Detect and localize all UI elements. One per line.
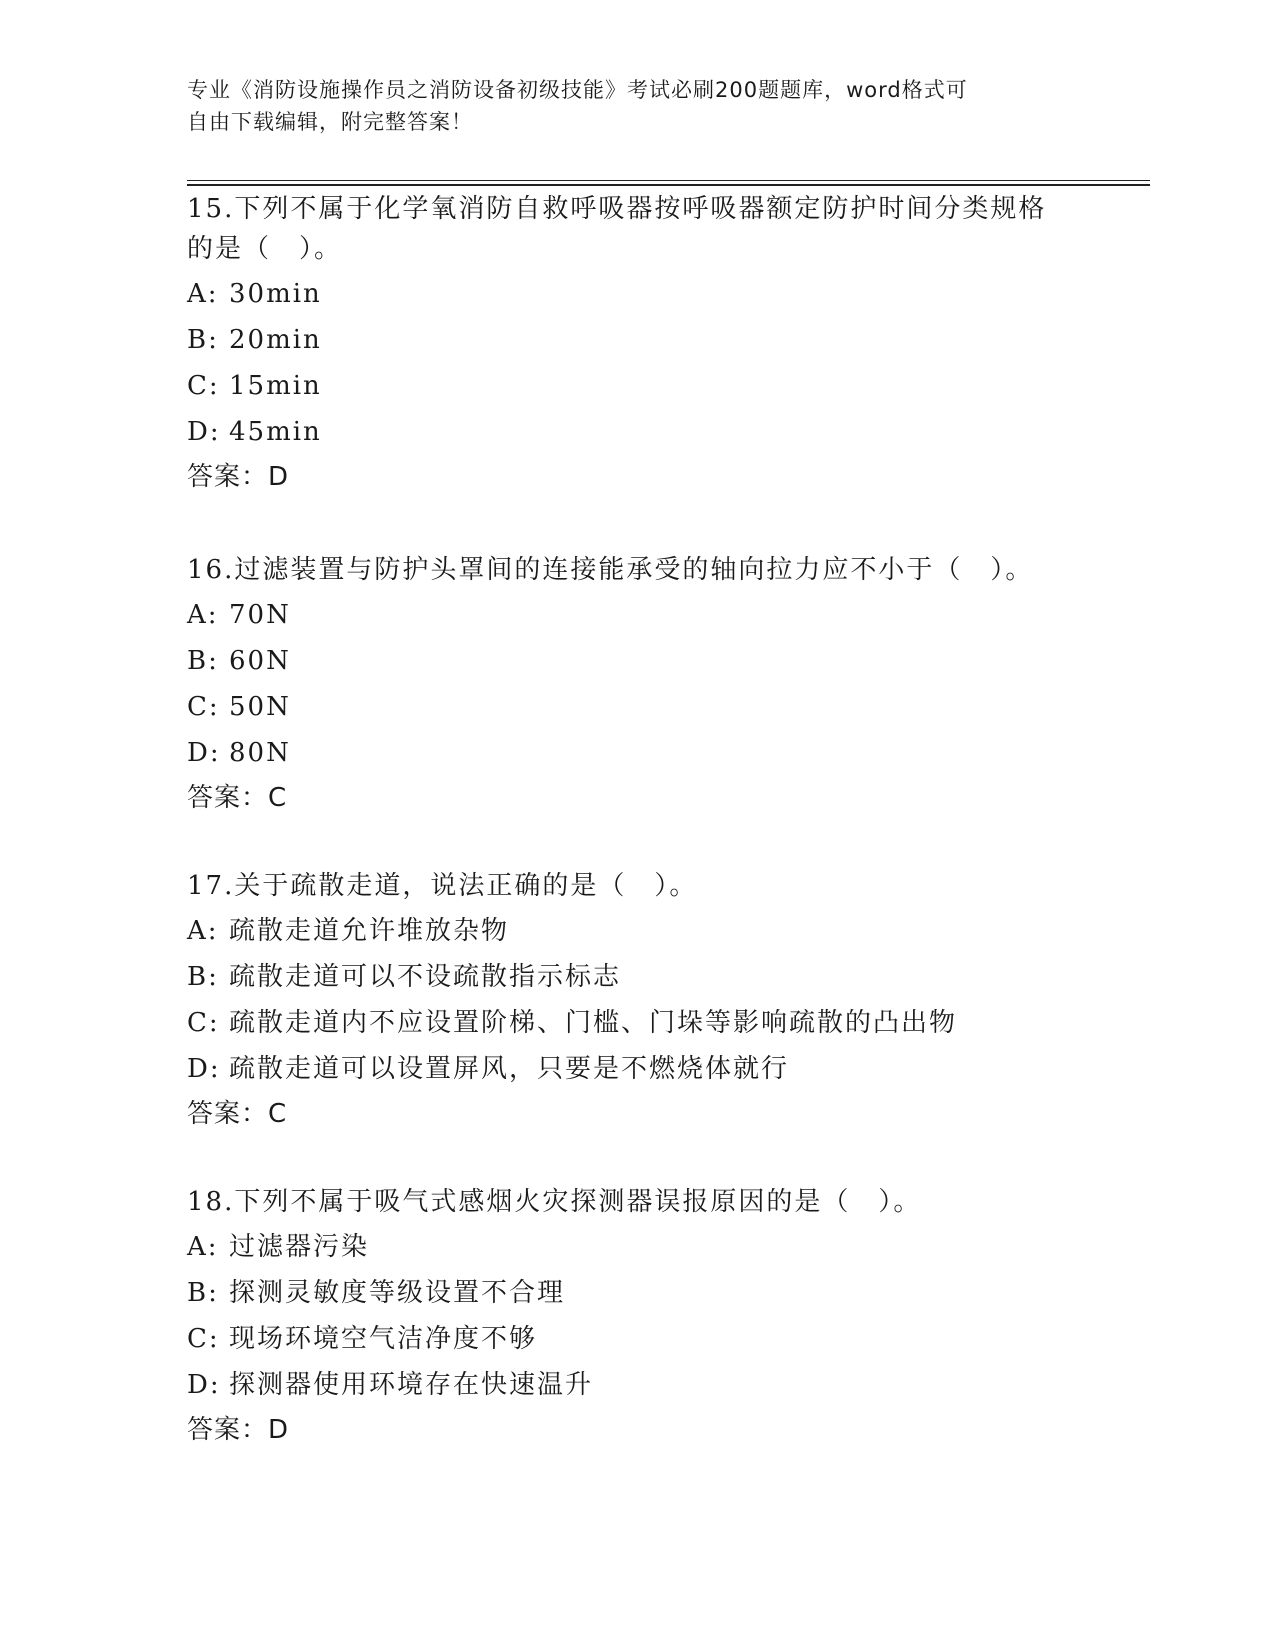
option-d [187,409,1087,455]
option-key: A: [187,279,219,309]
question-stem-line-1: 18.下列不属于吸气式感烟火灾探测器误报原因的是（ ）。 [187,1187,922,1217]
option-text: 疏散走道可以不设疏散指示标志 [229,962,622,992]
option-key: C: [187,1008,220,1038]
option-text: 疏散走道可以设置屏风，只要是不燃烧体就行 [229,1054,790,1084]
option-b [187,638,1087,684]
option-key: D: [187,417,221,447]
option-key: B: [187,962,219,992]
question-stem [187,1182,1087,1222]
option-c [187,1000,1087,1046]
option-text: 20min [229,325,322,355]
option-text: 探测灵敏度等级设置不合理 [229,1278,566,1308]
option-text: 疏散走道允许堆放杂物 [229,916,510,946]
option-text: 50N [229,692,291,722]
option-text: 30min [229,279,322,309]
question-stem [187,189,1087,269]
option-b [187,954,1087,1000]
answer-label: 答案：C [187,783,288,813]
option-b [187,1270,1087,1316]
header-line-2: 自由下载编辑，附完整答案！ [187,110,473,134]
question-stem [187,866,1087,906]
question-18 [187,1182,1087,1452]
option-key: D: [187,738,221,768]
question-stem [187,550,1087,590]
option-c [187,684,1087,730]
option-d [187,1046,1087,1092]
option-text: 80N [229,738,291,768]
option-key: B: [187,1278,219,1308]
option-b [187,317,1087,363]
option-key: C: [187,1324,220,1354]
header-divider-thin [187,180,1150,181]
document-header [187,74,1067,138]
option-c [187,1316,1087,1362]
option-c [187,363,1087,409]
option-text: 70N [229,600,291,630]
option-a [187,271,1087,317]
option-key: C: [187,371,220,401]
option-key: C: [187,692,220,722]
option-d [187,730,1087,776]
question-16 [187,550,1087,820]
question-15 [187,189,1087,499]
option-text: 15min [229,371,322,401]
question-stem-line-1: 16.过滤装置与防护头罩间的连接能承受的轴向拉力应不小于（ ）。 [187,555,1034,585]
option-a [187,592,1087,638]
header-line-1: 专业《消防设施操作员之消防设备初级技能》考试必刷200题题库，word格式可 [187,78,968,102]
question-stem-line-2: 的是（ ）。 [187,234,343,264]
option-key: A: [187,916,219,946]
option-key: B: [187,646,219,676]
option-d [187,1362,1087,1408]
header-divider-thick [187,184,1150,186]
answer-label: 答案：C [187,1099,288,1129]
option-text: 过滤器污染 [229,1232,370,1262]
option-key: A: [187,600,219,630]
question-stem-line-1: 17.关于疏散走道，说法正确的是（ ）。 [187,871,698,901]
option-text: 探测器使用环境存在快速温升 [229,1370,594,1400]
option-key: A: [187,1232,219,1262]
option-a [187,908,1087,954]
option-a [187,1224,1087,1270]
option-key: D: [187,1370,221,1400]
answer-label: 答案：D [187,462,290,492]
option-text: 45min [229,417,322,447]
option-text: 现场环境空气洁净度不够 [229,1324,538,1354]
option-key: D: [187,1054,221,1084]
option-key: B: [187,325,219,355]
answer-label: 答案：D [187,1415,290,1445]
question-stem-line-1: 15.下列不属于化学氧消防自救呼吸器按呼吸器额定防护时间分类规格 [187,194,1047,224]
option-text: 疏散走道内不应设置阶梯、门槛、门垛等影响疏散的凸出物 [229,1008,958,1038]
question-17 [187,866,1087,1136]
option-text: 60N [229,646,291,676]
